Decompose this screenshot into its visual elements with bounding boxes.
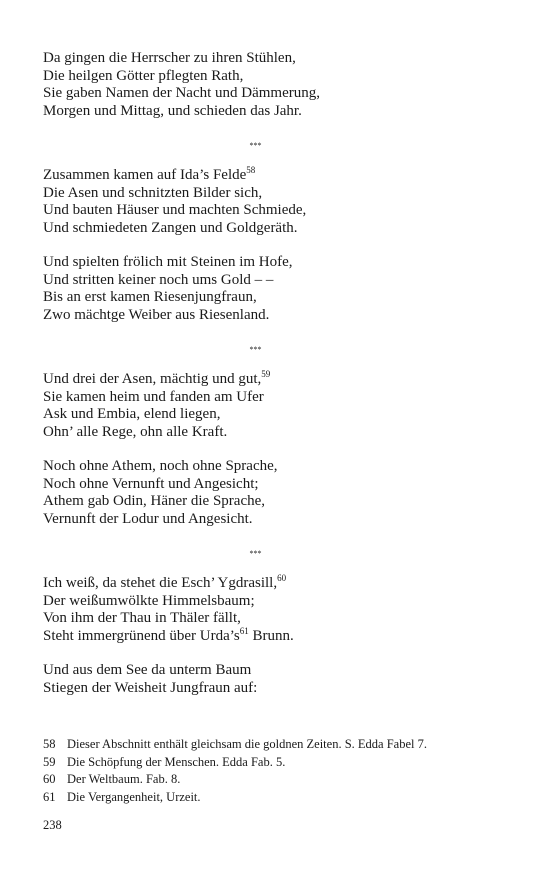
page-number: 238 <box>43 818 62 832</box>
footnote <box>43 771 523 789</box>
verse-line: Und bauten Häuser und machten Schmiede, <box>43 202 307 218</box>
verse-line: Und drei der Asen, mächtig und gut,$^{59}$ <box>43 369 271 387</box>
verse-line: Noch ohne Vernunft und Angesicht; <box>43 475 259 492</box>
stanza <box>43 167 513 237</box>
verse-line: Ohn’ alle Rege, ohn alle Kraft. <box>43 423 228 440</box>
verse-line: Noch ohne Athem, noch ohne Sprache, <box>43 458 278 474</box>
verse-line: Und spielten frölich mit Steinen im Hofe, <box>43 254 293 270</box>
footnote-number: 60 <box>43 772 56 786</box>
verse-line: Bis an erst kamen Riesenjungfraun, <box>43 289 257 305</box>
stanza <box>43 50 513 120</box>
verse-line: Ich weiß, da stehet die Esch’ Ygdrasill,$^{60}$ <box>43 573 287 591</box>
footnote-number: 59 <box>43 754 56 769</box>
verse-line: Und schmiedeten Zangen und Goldgeräth. <box>43 219 298 236</box>
footnote <box>43 789 523 807</box>
stanza <box>43 458 513 528</box>
verse-line: Sie gaben Namen der Nacht und Dämmerung, <box>43 85 320 101</box>
footnotes <box>43 736 523 806</box>
footnote-ref: 59 <box>261 369 271 379</box>
verse-line: Von ihm der Thau in Thäler fällt, <box>43 610 241 626</box>
footnote-ref: 58 <box>246 165 256 175</box>
stanza <box>43 254 513 324</box>
section-divider: *** <box>249 345 262 354</box>
section-divider: *** <box>249 549 262 558</box>
verse-line: Zusammen kamen auf Ida’s Felde$^{58}$ <box>43 165 256 183</box>
footnote-text: Der Weltbaum. Fab. 8. <box>67 772 181 786</box>
verse-line: Die heilgen Götter pflegten Rath, <box>43 67 244 84</box>
footnote-number: 58 <box>43 737 56 751</box>
stanza <box>43 575 513 645</box>
footnote-text: Die Schöpfung der Menschen. Edda Fab. 5. <box>67 754 286 769</box>
footnote-text: Die Vergangenheit, Urzeit. <box>67 789 201 804</box>
verse-line: Sie kamen heim und fanden am Ufer <box>43 388 264 405</box>
stanza <box>43 662 513 697</box>
verse-line: Morgen und Mittag, und schieden das Jahr. <box>43 102 302 119</box>
verse-line: Vernunft der Lodur und Angesicht. <box>43 510 253 527</box>
footnote-number: 61 <box>43 789 56 804</box>
footnote-ref: 61 <box>239 625 249 636</box>
footnote-text: Dieser Abschnitt enthält gleichsam die goldnen Zeiten. S. Edda Fabel 7. <box>67 737 427 751</box>
verse-line: Die Asen und schnitzten Bilder sich, <box>43 184 263 201</box>
verse-line: Athem gab Odin, Häner die Sprache, <box>43 493 266 509</box>
verse-line: Zwo mächtge Weiber aus Riesenland. <box>43 306 270 323</box>
stanza <box>43 371 513 441</box>
section-divider: *** <box>249 141 262 150</box>
footnote-ref: 60 <box>277 573 287 583</box>
verse-line: Steht immergrünend über $Urda’s^{61}$ Brunn. <box>43 625 294 644</box>
footnote <box>43 754 523 772</box>
verse-line: Da gingen die Herrscher zu ihren Stühlen, <box>43 50 296 66</box>
poem-body <box>43 50 513 697</box>
verse-line: Und stritten keiner noch ums Gold – – <box>43 271 274 288</box>
verse-line: Ask und Embia, elend liegen, <box>43 406 221 422</box>
verse-line: Der weißumwölkte Himmelsbaum; <box>43 592 255 609</box>
footnote <box>43 736 523 754</box>
verse-line: Und aus dem See da unterm Baum <box>43 662 252 678</box>
verse-line: Stiegen der Weisheit Jungfraun auf: <box>43 679 258 696</box>
